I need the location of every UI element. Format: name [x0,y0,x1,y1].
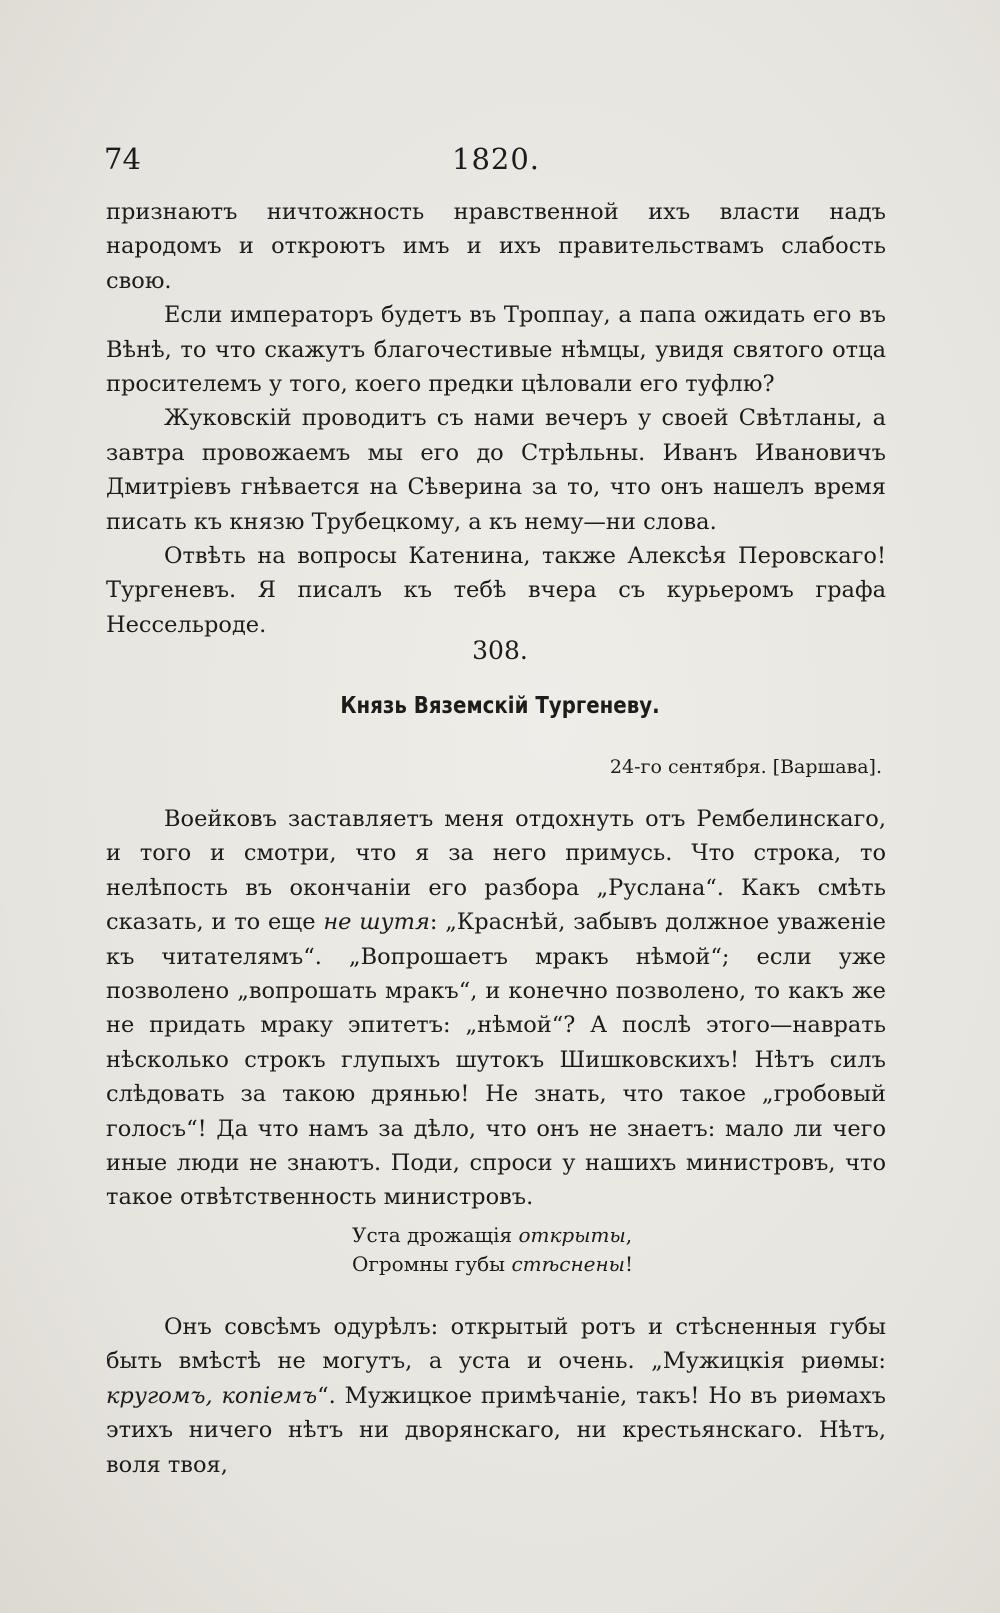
text-run: Воейковъ заставляетъ меня отдохнуть отъ Рембелинскаго, и того и смотри, что я за него примусь. Что строка, то нелѣпость въ окончанiи его разбора „Руслана“. Какъ смѣть сказать, и то еще [106,806,886,936]
verse-line [352,1221,633,1250]
paragraph: Отвѣть на вопросы Катенина, также Алексѣя Перовскаго! Тургеневъ. Я писалъ къ тебѣ вчера съ курьеромъ графа Нессельроде. [106,543,886,638]
text-run: Огромны губы [352,1252,512,1276]
italic-text: не шутя [323,909,430,936]
running-head-year: 1820. [452,142,541,176]
verse-line [352,1250,633,1279]
paragraph: Если императоръ будетъ въ Троппау, а папа ожидать его въ Вѣнѣ, то что скажутъ благочестивые нѣмцы, увидя святого отца просителемъ у того, коего предки цѣловали его туфлю? [106,302,886,398]
letter-dateline: 24-го сентября. [Варшава]. [609,756,882,778]
paragraph [106,1310,886,1482]
text-run: Уста дрожащiя [352,1223,519,1247]
letter-body-continued [106,1310,886,1482]
text-run: Онъ совсѣмъ одурѣлъ: открытый ротъ и стѣсненныя губы быть вмѣстѣ не могутъ, а уста и очень. „Мужицкiя риѳмы: [106,1314,886,1375]
italic-text: кругомъ, копiемъ [106,1382,318,1409]
paragraph: Жуковскiй проводитъ съ нами вечеръ у своей Свѣтланы, а завтра провожаемъ мы его до Стрѣльны. Иванъ Ивановичъ Дмитрiевъ гнѣвается на Сѣверина за то, что онъ нашелъ время писать къ князю Трубецкому, а къ нему—ни слова. [106,405,886,535]
letter-body [106,802,886,1215]
page-header [104,142,884,182]
text-run: “. Мужицкое примѣчанiе, такъ! Но въ риѳмахъ этихъ ничего нѣтъ ни дворянскаго, ни крестьянскаго. Нѣтъ, воля твоя, [106,1382,886,1478]
italic-text: открыты [518,1223,626,1247]
text-run: : „Краснѣй, забывъ должное уваженiе къ читателямъ“. „Вопрошаетъ мракъ нѣмой“; если уже позволено „вопрошать мракъ“, и конечно позволено, то какъ же не придать мраку эпитетъ: „нѣмой“? А послѣ этого—наврать нѣсколько строкъ глупыхъ шутокъ Шишковскихъ! Нѣтъ силъ слѣдовать за такою дрянью! Не знать, что такое „гробовый голосъ“! Да что намъ за дѣло, что онъ не знаетъ: мало ли чего иные люди не знаютъ. Поди, спроси у нашихъ министровъ, что такое отвѣтственность министровъ. [106,909,886,1211]
verse-quotation [352,1221,633,1279]
letter-title: Князь Вяземскiй Тургеневу. [340,693,660,719]
paragraph: признаютъ ничтожность нравственной ихъ власти надъ народомъ и откроютъ имъ и ихъ правительствамъ слабость свою. [106,199,886,294]
letter-number: 308. [472,636,528,665]
page-number: 74 [104,142,141,176]
paragraph [106,802,886,1215]
text-run: , [625,1223,633,1247]
text-run: ! [624,1252,633,1276]
italic-text: стѣснены [511,1252,625,1276]
continued-letter-text [106,195,886,642]
